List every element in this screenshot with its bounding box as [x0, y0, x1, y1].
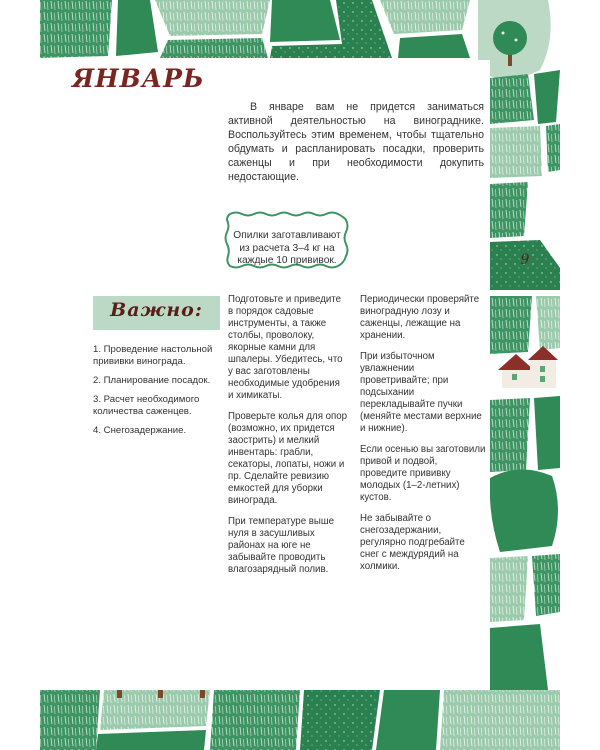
field-right-6 — [490, 182, 528, 238]
field-bottom-2 — [100, 690, 210, 730]
field-top-8 — [398, 34, 470, 58]
note-text: Опилки заготавливают из расчета 3–4 кг на каждые 10 прививок. — [233, 230, 341, 266]
field-right-13 — [490, 469, 558, 552]
field-bottom-3 — [96, 730, 206, 750]
text-column-2 — [360, 294, 486, 582]
field-right-4 — [490, 126, 542, 178]
field-top-1 — [40, 0, 112, 58]
list-item: 1. Проведение настольной прививки винограда. — [93, 344, 213, 367]
field-right-15 — [532, 554, 560, 616]
important-label: Важно: — [110, 299, 203, 321]
paragraph: Периодически проверяйте виноградную лозу и саженцы, лежащие на хранении. — [360, 294, 480, 341]
paragraph: Подготовьте и приведите в порядок садовые инструменты, а также столбы, проволоку, якорные камни для шпалеры. Убедитесь, что у вас заготовлены необходимые удобрения и химикаты. — [228, 294, 343, 401]
field-right-5 — [546, 124, 560, 172]
field-right-14 — [490, 556, 528, 622]
field-right-11 — [490, 398, 530, 472]
text-column-1 — [228, 294, 348, 585]
paragraph: При температуре выше нуля в засушливых районах на юге не забывайте проводить влагозарядный полив. — [228, 516, 335, 575]
field-bottom-4 — [210, 690, 300, 750]
field-right-10 — [536, 296, 560, 350]
list-item: 2. Планирование посадок. — [93, 375, 211, 386]
page-title: ЯНВАРЬ — [72, 64, 205, 93]
important-header — [93, 296, 220, 330]
important-list — [93, 344, 223, 444]
paragraph: Проверьте колья для опор (возможно, их придется заострить) и мелкий инвентарь: грабли, секаторы, лопаты, ножи и пр. Сделайте ревизию емкостей для уборки винограда. — [228, 411, 348, 506]
field-top-2 — [116, 0, 158, 56]
field-top-4 — [160, 38, 268, 58]
intro-paragraph: В январе вам не придется заниматься активной деятельностью на винограднике. Воспользуйтесь этим временем, чтобы тщательно обдумать и распланировать посадки, проверить саженцы и при необходимости докупить недостающие. — [228, 101, 484, 183]
paragraph: Если осенью вы заготовили привой и подвой, проведите прививку молодых (1–2-летних) кустов. — [360, 444, 486, 503]
field-right-16 — [490, 624, 548, 690]
field-bottom-7 — [440, 690, 560, 750]
paragraph: При избыточном увлажнении проветривайте; при подсыхании перекладывайте пучки (меняйте местами верхние и нижние). — [360, 351, 482, 434]
list-item: 4. Снегозадержание. — [93, 425, 187, 436]
field-top-7 — [380, 0, 470, 34]
field-right-12 — [534, 396, 560, 470]
page-number: 9 — [520, 252, 530, 268]
list-item: 3. Расчет необходимого количества саженцев. — [93, 394, 200, 417]
field-right-9 — [490, 296, 532, 354]
field-right-3 — [534, 70, 560, 124]
field-bottom-6 — [376, 690, 440, 750]
field-right-2 — [490, 74, 534, 124]
field-right-7 — [530, 180, 560, 232]
field-bottom-1 — [40, 690, 100, 750]
field-bottom-5 — [300, 690, 380, 750]
paragraph: Не забывайте о снегозадержании, регулярно подгребайте снег с междурядий на холмики. — [360, 513, 465, 572]
field-top-5 — [270, 0, 340, 42]
field-top-3 — [155, 0, 270, 36]
